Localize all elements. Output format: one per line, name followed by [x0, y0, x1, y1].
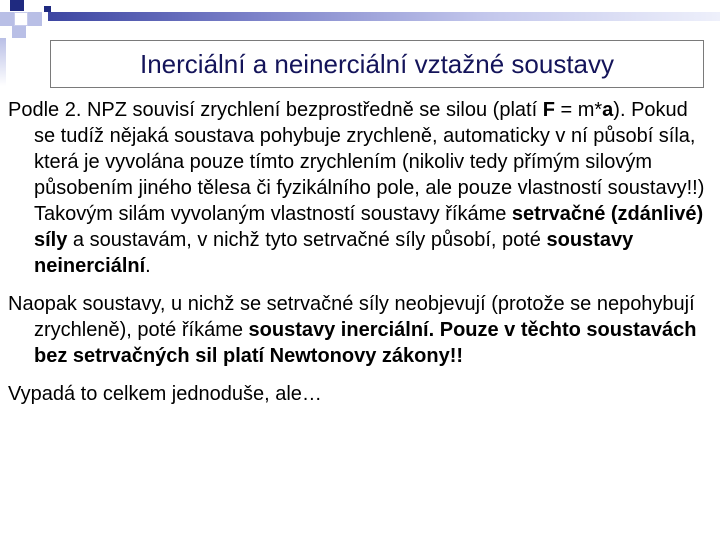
text-run: .: [145, 255, 151, 277]
text-run: Naopak soustavy, u nichž se setrvačné síly neobjevují (protože se nepohybují zrychleně), poté říkáme: [8, 293, 695, 341]
bold-run: setrvačné (zdánlivé) síly: [34, 203, 704, 251]
slide-body: [8, 97, 714, 407]
bold-run: a: [602, 99, 614, 121]
deco-square: [0, 12, 14, 26]
bold-run: soustavy inerciální. Pouze v těchto soustavách bez setrvačných sil platí Newtonovy zákony!!: [34, 319, 697, 367]
text-run: Podle 2. NPZ souvisí zrychlení bezprostředně se silou (platí: [8, 99, 543, 121]
side-gradient-bar: [0, 38, 6, 86]
text-run: a soustavám, v nichž tyto setrvačné síly působí, poté: [67, 229, 547, 251]
paragraph-1: [8, 97, 714, 279]
deco-square: [28, 12, 42, 26]
text-run: ). Pokud se tudíž nějaká soustava pohybuje zrychleně, automaticky v ní působí síla, která je vyvolána pouze tímto zrychlením (nikoliv tedy přímým silovým působením jiného tělesa či fyzikálního pole, ale pouze vlastností soustavy!!) Takovým silám vyvolaným vlastností soustavy říkáme: [34, 99, 705, 225]
bold-run: F: [542, 99, 555, 121]
text-run: = m*: [554, 99, 603, 121]
slide-title: Inerciální a neinerciální vztažné soustavy: [139, 48, 615, 79]
paragraph-2: [8, 291, 714, 369]
slide-title-box: [50, 40, 704, 88]
deco-square: [14, 12, 28, 26]
bold-run: soustavy neinerciální: [34, 229, 634, 277]
paragraph-3: Vypadá to celkem jednoduše, ale…: [8, 383, 322, 405]
top-gradient-bar: [48, 12, 720, 21]
deco-square: [12, 26, 26, 38]
deco-square: [10, 0, 24, 11]
